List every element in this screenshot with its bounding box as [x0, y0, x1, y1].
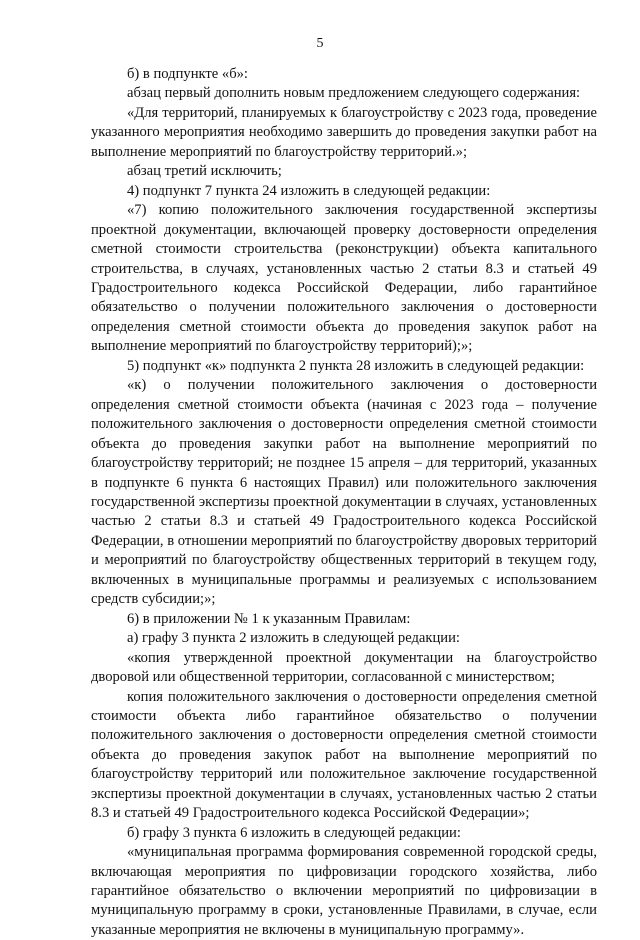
- paragraph-quote-k: «к) о получении положительного заключения о достоверности определения сметной стоимости объекта (начиная с 2023 года – получение положительного заключения о достоверности определения сметной стоимости объекта до проведения закупки работ на выполнение мероприятий по благоустройству территорий; не позднее 15 апреля – для территорий, указанных в подпункте 6 пункта 6 настоящих Правил) или положительного заключения государственной экспертизы проектной документации в случаях, установленных частью 2 статьи 8.3 и статьей 49 Градостроительного кодекса Российской Федерации, в отношении мероприятий по благоустройству дворовых территорий и мероприятий по благоустройству общественных территорий в текущем году, включенных в муниципальные программы и реализуемых с использованием средств субсидии;»;: [91, 377, 597, 608]
- paragraph-conclusion-copy: копия положительного заключения о достоверности определения сметной стоимости объекта либо гарантийное обязательство о получении положительного заключения о достоверности определения сметной стоимости объекта до проведения закупок работ на выполнение мероприятий по благоустройству территорий или положительное заключение государственной экспертизы проектной документации в случаях, установленных частью 2 статьи 8.3 и статьей 49 Градостроительного кодекса Российской Федерации»;: [91, 688, 597, 822]
- paragraph-subitem-b: б) в подпункте «б»:: [127, 66, 248, 82]
- page-number: 5: [316, 36, 324, 51]
- paragraph-quote-project-copy: «копия утвержденной проектной документации на благоустройство дворовой или общественной территории, согласованной с министерством;: [91, 649, 597, 686]
- paragraph-subitem-b-2: б) графу 3 пункта 6 изложить в следующей редакции:: [127, 824, 461, 841]
- paragraph-third-abzac: абзац третий исключить;: [127, 163, 282, 180]
- paragraph-quote-2023: «Для территорий, планируемых к благоустройству с 2023 года, проведение указанного мероприятия необходимо завершить до проведения закупки работ на выполнение мероприятий по благоустройству территорий.»;: [91, 104, 597, 160]
- document-body: [91, 65, 597, 940]
- paragraph-first-abzac: абзац первый дополнить новым предложением следующего содержания:: [127, 85, 581, 102]
- paragraph-item-4: 4) подпункт 7 пункта 24 изложить в следующей редакции:: [127, 182, 491, 199]
- paragraph-subitem-a: а) графу 3 пункта 2 изложить в следующей редакции:: [127, 630, 460, 647]
- paragraph-item-6: 6) в приложении № 1 к указанным Правилам:: [127, 610, 411, 627]
- paragraph-quote-municipal-program: «муниципальная программа формирования современной городской среды, включающая мероприятия по цифровизации городского хозяйства, либо гарантийное обязательство о включении мероприятий по цифровизации в муниципальную программу в сроки, установленные Правилами, в случае, если указанные мероприятия не включены в муниципальную программу».: [91, 844, 597, 938]
- paragraph-quote-7: «7) копию положительного заключения государственной экспертизы проектной документации, включающей проверку достоверности определения сметной стоимости строительства (реконструкции) объекта капитального строительства, в случаях, установленных частью 2 статьи 8.3 и статьей 49 Градостроительного кодекса Российской Федерации, либо гарантийное обязательство о получении положительного заключения о достоверности определения сметной стоимости объекта до проведения закупок работ на выполнение мероприятий по благоустройству территорий);»;: [91, 202, 597, 355]
- paragraph-item-5: 5) подпункт «к» подпункта 2 пункта 28 изложить в следующей редакции:: [127, 357, 585, 374]
